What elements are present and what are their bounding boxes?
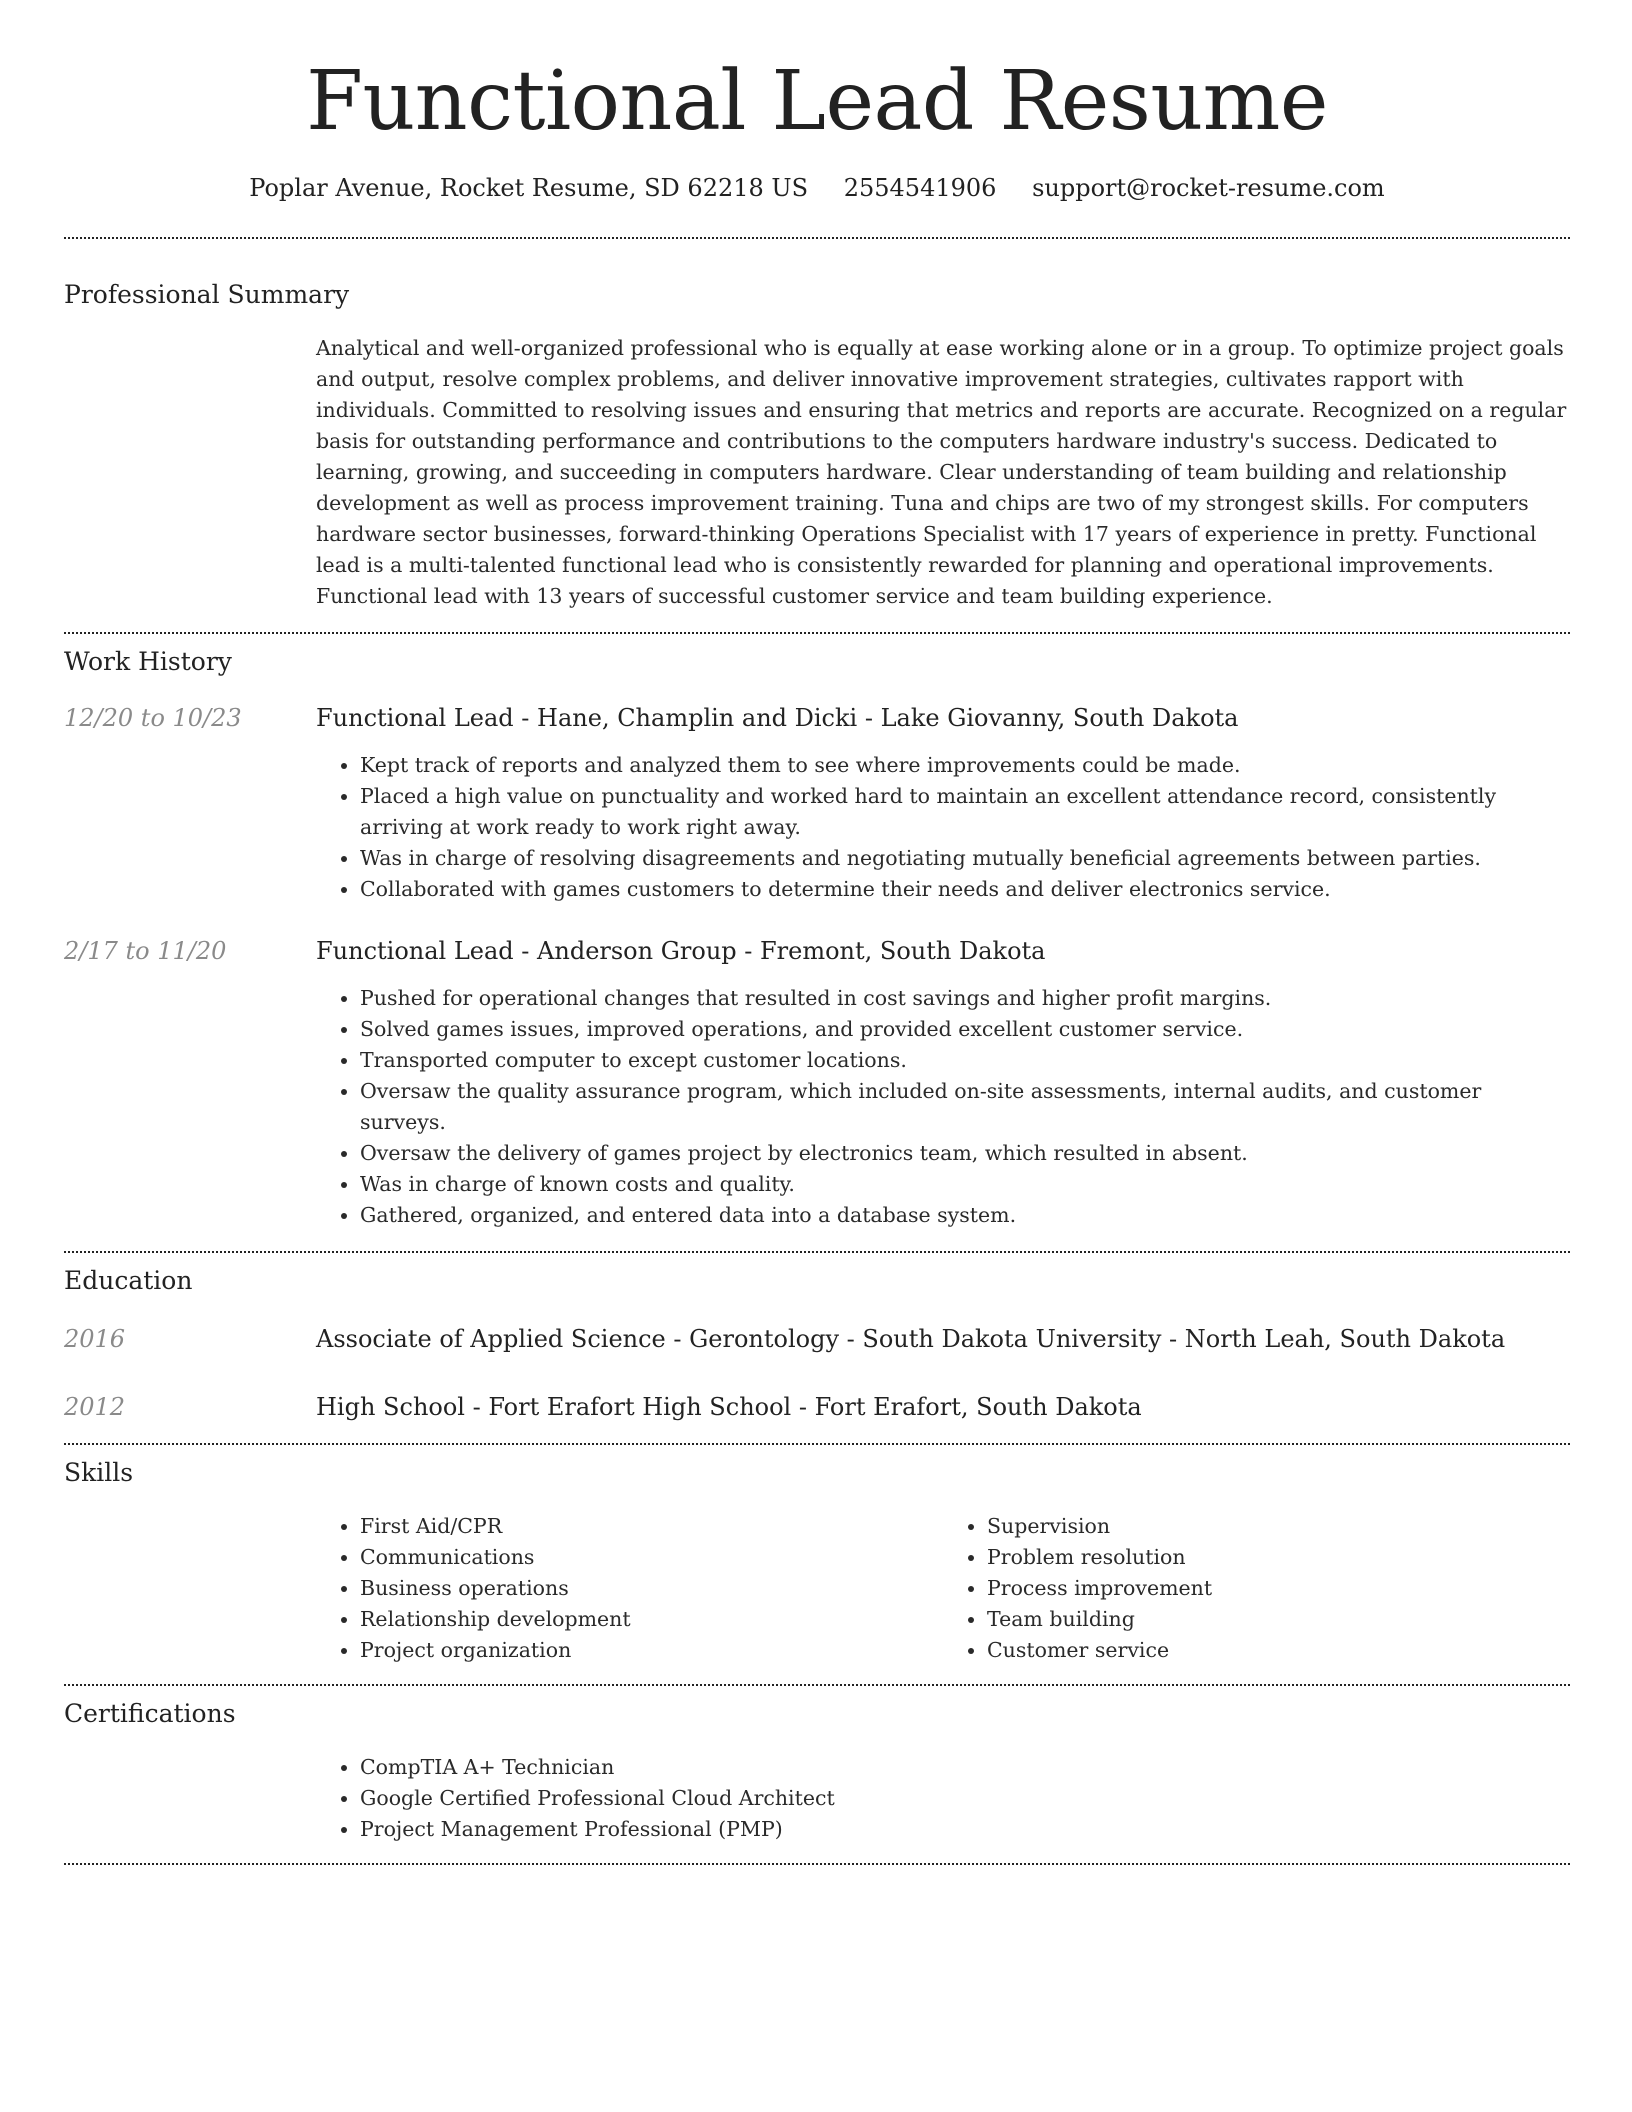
list-item: • Project organization: [360, 1635, 943, 1666]
list-item: • Relationship development: [360, 1604, 943, 1635]
list-item: • Project Management Professional (PMP): [360, 1814, 1570, 1845]
certifications-wrap: [316, 1752, 1570, 1845]
list-item: • Was in charge of known costs and quality.: [360, 1169, 1570, 1200]
job-bullets-wrap: [316, 750, 1570, 905]
list-item: • First Aid/CPR: [360, 1511, 943, 1542]
skills-list-right: [943, 1511, 1570, 1666]
resume-title: Functional Lead Resume: [306, 54, 1328, 149]
list-item: • Customer service: [987, 1635, 1570, 1666]
contact-email: support@rocket-resume.com: [1032, 174, 1385, 202]
list-item: • Pushed for operational changes that resulted in cost savings and higher profit margins.: [360, 983, 1570, 1014]
section-title-certifications: Certifications: [64, 1699, 236, 1728]
job-bullets-wrap: [316, 983, 1570, 1231]
skills-list-left: [316, 1511, 943, 1666]
divider: [64, 1863, 1570, 1865]
divider: [64, 1251, 1570, 1253]
job-entry: [64, 935, 1570, 1231]
list-item: • Was in charge of resolving disagreements and negotiating mutually beneficial agreements between parties.: [360, 843, 1570, 874]
contact-address: Poplar Avenue, Rocket Resume, SD 62218 US: [249, 174, 809, 202]
job-details: - Hane, Champlin and Dicki - Lake Giovanny, South Dakota: [513, 704, 1239, 732]
job-bullets: [316, 983, 1570, 1231]
list-item: • Team building: [987, 1604, 1570, 1635]
education-entry: [64, 1323, 1570, 1355]
job-heading: [316, 702, 1570, 734]
list-item: • Business operations: [360, 1573, 943, 1604]
education-details: - South Dakota University - North Leah, South Dakota: [839, 1325, 1506, 1353]
skills-columns: [316, 1511, 1570, 1666]
section-title-education: Education: [64, 1266, 193, 1295]
section-title-work-history: Work History: [64, 647, 232, 676]
list-item: • Placed a high value on punctuality and worked hard to maintain an excellent attendance record, consistently arriving at work ready to work right away.: [360, 781, 1570, 843]
education-year: 2016: [64, 1325, 126, 1353]
certifications-list: [316, 1752, 1570, 1845]
section-title-skills: Skills: [64, 1458, 134, 1487]
education-degree: Associate of Applied Science - Gerontology: [316, 1325, 840, 1353]
summary-text: Analytical and well-organized professional who is equally at ease working alone or in a group. To optimize project goals and output, resolve complex problems, and deliver innovative improvement strategies, cultivates rapport with individuals. Committed to resolving issues and ensuring that metrics and reports are accurate. Recognized on a regular basis for outstanding performance and contributions to the computers hardware industry's success. Dedicated to learning, growing, and succeeding in computers hardware. Clear understanding of team building and relationship development as well as process improvement training. Tuna and chips are two of my strongest skills. For computers hardware sector businesses, forward-thinking Operations Specialist with 17 years of experience in pretty. Functional lead is a multi-talented functional lead who is consistently rewarded for planning and operational improvements. Functional lead with 13 years of successful customer service and team building experience.: [316, 336, 1567, 608]
job-dates: 2/17 to 11/20: [64, 937, 227, 965]
education-year: 2012: [64, 1393, 126, 1421]
list-item: • Kept track of reports and analyzed them to see where improvements could be made.: [360, 750, 1570, 781]
job-bullets: [316, 750, 1570, 905]
divider: [64, 1684, 1570, 1686]
education-degree: High School: [316, 1393, 465, 1421]
contact-phone: 2554541906: [843, 174, 997, 202]
contact-line: [64, 172, 1570, 204]
list-item: • Collaborated with games customers to determine their needs and deliver electronics service.: [360, 874, 1570, 905]
divider: [64, 632, 1570, 634]
education-entry: [64, 1391, 1570, 1423]
education-details: - Fort Erafort High School - Fort Erafort, South Dakota: [464, 1393, 1142, 1421]
job-dates: 12/20 to 10/23: [64, 704, 242, 732]
list-item: • Solved games issues, improved operations, and provided excellent customer service.: [360, 1014, 1570, 1045]
section-title-summary: Professional Summary: [64, 280, 350, 309]
list-item: • Communications: [360, 1542, 943, 1573]
list-item: • Oversaw the delivery of games project by electronics team, which resulted in absent.: [360, 1138, 1570, 1169]
education-heading: [316, 1323, 1570, 1355]
education-heading: [316, 1391, 1570, 1423]
job-details: - Anderson Group - Fremont, South Dakota: [513, 937, 1046, 965]
list-item: • Process improvement: [987, 1573, 1570, 1604]
list-item: • Oversaw the quality assurance program, which included on-site assessments, internal audits, and customer surveys.: [360, 1076, 1570, 1138]
list-item: • CompTIA A+ Technician: [360, 1752, 1570, 1783]
divider: [64, 237, 1570, 239]
list-item: • Gathered, organized, and entered data into a database system.: [360, 1200, 1570, 1231]
divider: [64, 1443, 1570, 1445]
job-role: Functional Lead: [316, 937, 514, 965]
resume-page: [64, 0, 1570, 1865]
job-role: Functional Lead: [316, 704, 514, 732]
list-item: • Problem resolution: [987, 1542, 1570, 1573]
job-heading: [316, 935, 1570, 967]
job-entry: [64, 702, 1570, 905]
list-item: • Transported computer to except customer locations.: [360, 1045, 1570, 1076]
list-item: • Google Certified Professional Cloud Architect: [360, 1783, 1570, 1814]
list-item: • Supervision: [987, 1511, 1570, 1542]
